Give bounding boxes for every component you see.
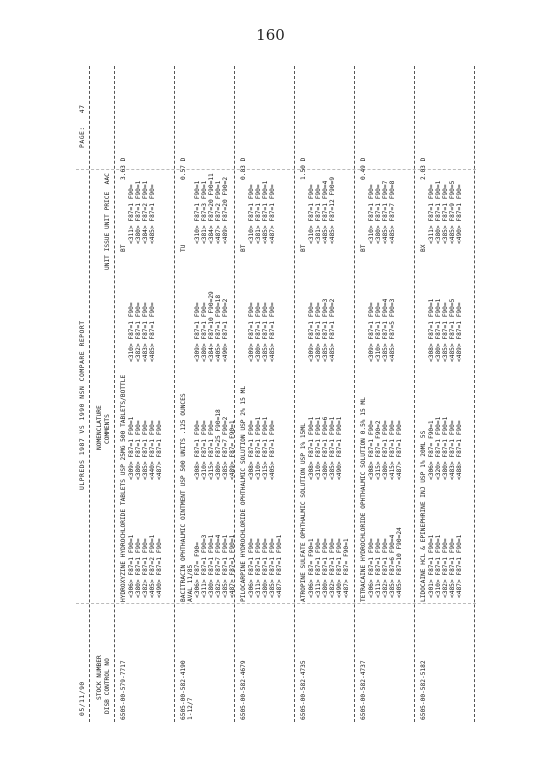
- site-count-entry: <380> F87=1 F90=: [262, 538, 269, 598]
- site-count-entry: <382> F87=1 F90=: [442, 538, 449, 598]
- site-count-entry: <381> F87=3 F90=1: [201, 180, 208, 244]
- site-count-entry: <380> F87=1 F90=1: [442, 416, 449, 480]
- site-count-entry: <487> F87=1 F90=: [269, 184, 276, 244]
- site-count-entry: <385> F87=1 F90=1: [329, 416, 336, 480]
- site-count-entry: <385> F87=1 F90=1: [222, 534, 229, 598]
- site-count-entry: <380> F87=1 F90=6: [322, 416, 329, 480]
- unit-issue: BX: [420, 244, 427, 252]
- site-count-entry: <308> F87=1 F90=: [248, 420, 255, 480]
- count-column: [248, 417, 276, 480]
- unit-price-aac: 2.03 D: [420, 157, 427, 180]
- site-count-entry: <415> F87=1 F90=: [389, 420, 396, 480]
- unit-issue: TU: [180, 244, 187, 252]
- stock-number: 6505-00-579-7717: [120, 660, 127, 720]
- count-column: [428, 417, 463, 480]
- site-count-entry: <320> F87=1 F90=1: [435, 416, 442, 480]
- site-count-entry: <301> F87=1 F90=1: [428, 534, 435, 598]
- column-header-unit-issue-price-aac: UNIT ISSUE UNIT PRICE AAC: [104, 173, 111, 270]
- site-count-entry: <385> F87=7 F90=2: [222, 416, 229, 480]
- site-count-entry: <382> F87=1 F90=: [329, 538, 336, 598]
- site-count-entry: <483> F87=1 F90=: [142, 302, 149, 362]
- site-count-entry: <380> F87=25 F90=18: [215, 409, 222, 480]
- site-count-entry: <309> F87=1 F90=: [308, 302, 315, 362]
- site-count-entry: <485> F87=1 F90=1: [262, 180, 269, 244]
- report-title: ULPREDS 1987 VS 1990 NSN COMPARE REPORT: [78, 320, 86, 490]
- count-column: [128, 302, 156, 362]
- site-count-entry: <487> F87=2 F90=1: [215, 180, 222, 244]
- count-column: [248, 181, 276, 244]
- count-column: [248, 535, 283, 598]
- site-count-entry: <315> F87= F90=2: [375, 420, 382, 480]
- site-count-entry: <382> F87=1 F90=: [382, 538, 389, 598]
- item-comment: AVAL 11/85: [187, 564, 194, 602]
- site-count-entry: <487> F87=1 F90=: [396, 420, 403, 480]
- count-column: [308, 299, 336, 362]
- site-count-entry: <380> F87=1 F90=: [201, 302, 208, 362]
- nomenclature: ATROPINE SULFATE OPHTHALMIC SOLUTION USP 1% 15ML: [300, 423, 307, 602]
- site-count-entry: <309> F87=1 F90=: [194, 302, 201, 362]
- site-count-entry: <490> F87=1 F90=: [456, 184, 463, 244]
- site-count-entry: <485> F87=7 F90=8: [389, 180, 396, 244]
- disb-control-number: 1-12/7: [187, 697, 194, 720]
- nsn-item: [360, 58, 412, 730]
- nsn-item: [420, 58, 472, 730]
- site-count-entry: <382> F87=1 F90=: [142, 538, 149, 598]
- site-count-entry: <385> F87=1 F90=: [269, 538, 276, 598]
- site-count-entry: <311> F87=1 F90=3: [201, 534, 208, 598]
- site-count-entry: <310> F87=1 F90=1: [255, 416, 262, 480]
- site-count-entry: <384> F87=20 F90=11: [208, 173, 215, 244]
- site-count-entry: <485> F87=1 F90=7: [382, 180, 389, 244]
- item-divider: [234, 66, 235, 722]
- site-count-entry: <487> F87=1 F90=1: [276, 534, 283, 598]
- nomenclature: TETRACAINE HYDROCHLORIDE OPHTHALMIC SOLUTION 0.5% 15 ML: [360, 397, 367, 602]
- report-date: 05/11/90: [78, 681, 86, 716]
- column-header-nomenclature: NOMENCLATURE: [96, 405, 103, 450]
- site-count-entry: <308> F87=1 F90=1: [428, 298, 435, 362]
- nomenclature: HYDROXYZINE HYDROCHLORIDE TABLETS USP 25MG 500 TABLETS/BOTTLE: [120, 374, 127, 602]
- site-count-entry: <490> F87=1 F90=1: [336, 416, 343, 480]
- site-count-entry: <485> F87=1 F90=5: [449, 298, 456, 362]
- site-count-entry: <385> F87=1 F90=: [442, 184, 449, 244]
- header-rule-top: [89, 66, 90, 722]
- nsn-item: [300, 58, 352, 730]
- count-column: [428, 535, 463, 598]
- site-count-entry: <485> F87=1 F90=2: [329, 298, 336, 362]
- count-column: [308, 538, 350, 598]
- site-count-entry: <308> F87=1 F90=: [368, 420, 375, 480]
- site-count-entry: <485> F87=12 F90=9: [329, 176, 336, 244]
- site-count-entry: <311> F87=1 F90=: [128, 184, 135, 244]
- count-column: [308, 177, 336, 244]
- item-divider: [474, 66, 475, 722]
- site-count-entry: <380> F87=1 F90=: [382, 420, 389, 480]
- site-count-entry: <310> F87=1 F90=: [308, 184, 315, 244]
- site-count-entry: <311> F87=1 F90=: [255, 538, 262, 598]
- site-count-entry: <380> F87=1 F90=1: [208, 534, 215, 598]
- unit-price-aac: 3.63 D: [120, 157, 127, 180]
- site-count-entry: <310> F87=1 F90=: [248, 184, 255, 244]
- site-count-entry: <405> F87=10 F90=24: [396, 527, 403, 598]
- site-count-entry: <315> F87=1 F90=: [208, 420, 215, 480]
- rotated-report-scan: [72, 58, 484, 730]
- site-count-entry: <306> F87= F90=: [194, 542, 201, 598]
- count-column: [128, 417, 163, 480]
- site-count-entry: <381> F87=1 F90=: [315, 184, 322, 244]
- count-column: [308, 417, 343, 480]
- site-count-entry: <380> F87=1 F90=: [135, 420, 142, 480]
- unit-issue: BT: [240, 244, 247, 252]
- site-count-entry: <380> F87=1 F90=1: [135, 180, 142, 244]
- site-count-entry: <380> F87=1 F90=: [375, 184, 382, 244]
- stock-number: 6505-00-582-4190: [180, 660, 187, 720]
- site-count-entry: <380> F87=1 F90=: [315, 302, 322, 362]
- item-divider: [354, 66, 355, 722]
- site-count-entry: <405> F87=2 F90=1: [149, 534, 156, 598]
- site-count-entry: <315> F87=1 F90=1: [262, 416, 269, 480]
- stock-number: 6505-00-582-4737: [360, 660, 367, 720]
- site-count-entry: <384> F87=2 F90=1: [142, 180, 149, 244]
- site-count-entry: <490> F87=1 F90=: [156, 538, 163, 598]
- site-count-entry: <385> F87=6 F90=4: [389, 534, 396, 598]
- count-column: [194, 291, 229, 362]
- count-column: [194, 535, 236, 598]
- report-page-label: PAGE: 47: [78, 104, 86, 148]
- site-count-entry: <380> F87=1 F90=: [322, 538, 329, 598]
- site-count-entry: <306> F87=1 F90=1: [128, 534, 135, 598]
- site-count-entry: <310> F87=1 F90=: [368, 184, 375, 244]
- site-count-entry: <380> F87=1 F90=: [255, 302, 262, 362]
- site-count-entry: <380> F87=1 F90=1: [435, 298, 442, 362]
- site-count-entry: <489> F87=20 F90=2: [222, 176, 229, 244]
- unit-issue: BT: [120, 244, 127, 252]
- unit-issue: BT: [300, 244, 307, 252]
- site-count-entry: <381> F87=1 F90=: [255, 184, 262, 244]
- site-count-entry: <490> F87=1 F90=: [336, 538, 343, 598]
- site-count-entry: <489> F87=1 F90=: [456, 302, 463, 362]
- item-divider: [414, 66, 415, 722]
- site-count-entry: <490> F87=1 F90=2: [222, 298, 229, 362]
- nsn-item: [240, 58, 292, 730]
- site-count-entry: <310> F87=1 F90=: [375, 302, 382, 362]
- site-count-entry: <311> F87=1 F90=: [375, 538, 382, 598]
- site-count-entry: <310> F87=1 F90=1: [315, 416, 322, 480]
- nomenclature: LIDOCAINE HCL & EPINEPHRINE INJ USP 1% 20ML 5S: [420, 430, 427, 602]
- site-count-entry: <488> F87=1 F90=: [456, 420, 463, 480]
- site-count-entry: <308> F87=1 F90=: [194, 420, 201, 480]
- stock-number: 6505-00-582-5182: [420, 660, 427, 720]
- unit-price-aac: 1.50 D: [300, 157, 307, 180]
- count-column: [428, 181, 463, 244]
- site-count-entry: <487> F87= F90=1: [343, 538, 350, 598]
- site-count-entry: <382> F87=1 F90=: [135, 302, 142, 362]
- item-divider: [294, 66, 295, 722]
- site-count-entry: <306> F87= F90=1: [308, 538, 315, 598]
- count-column: [248, 302, 276, 362]
- site-count-entry: <311> F87=1 F90=: [315, 538, 322, 598]
- count-column: [194, 409, 236, 480]
- report-sheet: [72, 58, 484, 730]
- site-count-entry: <485> F87=1 F90=4: [322, 180, 329, 244]
- site-count-entry: <485> F87=1 F90=: [149, 302, 156, 362]
- site-count-entry: <384> F87=10 F90=29: [208, 291, 215, 362]
- count-column: [368, 181, 396, 244]
- site-count-entry: <309> F87=1 F90=: [248, 302, 255, 362]
- page-number: 160: [256, 26, 285, 44]
- site-count-entry: <310> F87=1 F90=1: [194, 180, 201, 244]
- nomenclature: PILOCARPINE HYDROCHLORIDE OPHTHALMIC SOLUTION USP 2% 15 ML: [240, 385, 247, 602]
- site-count-entry: <310> F87=1 F90=: [128, 302, 135, 362]
- site-count-entry: <489> F87= F90=1: [229, 420, 236, 480]
- site-count-entry: <306> F87= F90=1: [428, 420, 435, 480]
- unit-price-aac: 0.83 D: [240, 157, 247, 180]
- site-count-entry: <487> F87=1 F90=1: [456, 534, 463, 598]
- site-count-entry: <440> F87=1 F90=: [149, 420, 156, 480]
- site-count-entry: <405> F87=1 F90=18: [215, 294, 222, 362]
- site-count-entry: <309> F87=1 F90=: [368, 302, 375, 362]
- site-count-entry: <306> F87=1 F90=: [248, 538, 255, 598]
- nomenclature: BACITRACIN OPHTHALMIC OINTMENT USP 500 UNITS .125 OUNCES: [180, 393, 187, 602]
- site-count-entry: <485> F87=1 F90=: [149, 184, 156, 244]
- count-column: [368, 299, 396, 362]
- column-header-stock-number: STOCK NUMBER: [96, 655, 103, 700]
- item-divider: [174, 66, 175, 722]
- count-column: [194, 173, 229, 244]
- nsn-item: [180, 58, 236, 730]
- stock-number: 6505-00-582-4735: [300, 660, 307, 720]
- count-column: [428, 299, 463, 362]
- column-header-disb-control: DISB CONTROL NO: [104, 658, 111, 714]
- site-count-entry: <309> F87=1 F90=1: [128, 416, 135, 480]
- count-column: [128, 181, 156, 244]
- unit-price-aac: 0.49 D: [360, 157, 367, 180]
- site-count-entry: <382> F87=7 F90=4: [215, 534, 222, 598]
- site-count-entry: <380> F87=1 F90=: [135, 538, 142, 598]
- site-count-entry: <385> F87=1 F90=4: [382, 298, 389, 362]
- site-count-entry: <385> F87=1 F90=: [262, 302, 269, 362]
- unit-price-aac: 0.57 D: [180, 157, 187, 180]
- site-count-entry: <306> F87=1 F90=: [368, 538, 375, 598]
- site-count-entry: <310> F87=1 F90=1: [435, 534, 442, 598]
- column-header-comments: COMMENTS: [104, 414, 111, 444]
- site-count-entry: <311> F87=1 F90=: [428, 184, 435, 244]
- site-count-entry: <385> F87=1 F90=: [142, 420, 149, 480]
- site-count-entry: <485> F87=1 F90=: [449, 538, 456, 598]
- site-count-entry: <405> F87=1 F90=: [269, 420, 276, 480]
- site-count-entry: <385> F87=1 F90=: [442, 302, 449, 362]
- count-column: [128, 535, 163, 598]
- nsn-item: [120, 58, 172, 730]
- count-column: [368, 527, 403, 598]
- header-rule-bottom: [114, 66, 115, 722]
- site-count-entry: <485> F87=9 F90=5: [449, 180, 456, 244]
- site-count-entry: <483> F87=1 F90=: [449, 420, 456, 480]
- site-count-entry: <485> F87=1 F90=: [269, 302, 276, 362]
- site-count-entry: <487> F87=1 F90=1: [229, 534, 236, 598]
- stock-number: 6505-00-582-4679: [240, 660, 247, 720]
- site-count-entry: <310> F87=1 F90=: [201, 420, 208, 480]
- site-count-entry: <385> F87=1 F90=3: [322, 298, 329, 362]
- site-count-entry: <380> F87=1 F90=1: [435, 180, 442, 244]
- site-count-entry: <487> F87=1 F90=: [156, 420, 163, 480]
- unit-issue: BT: [360, 244, 367, 252]
- site-count-entry: <308> F87=1 F90=1: [308, 416, 315, 480]
- site-count-entry: <485> F87=5 F90=3: [389, 298, 396, 362]
- count-column: [368, 420, 403, 480]
